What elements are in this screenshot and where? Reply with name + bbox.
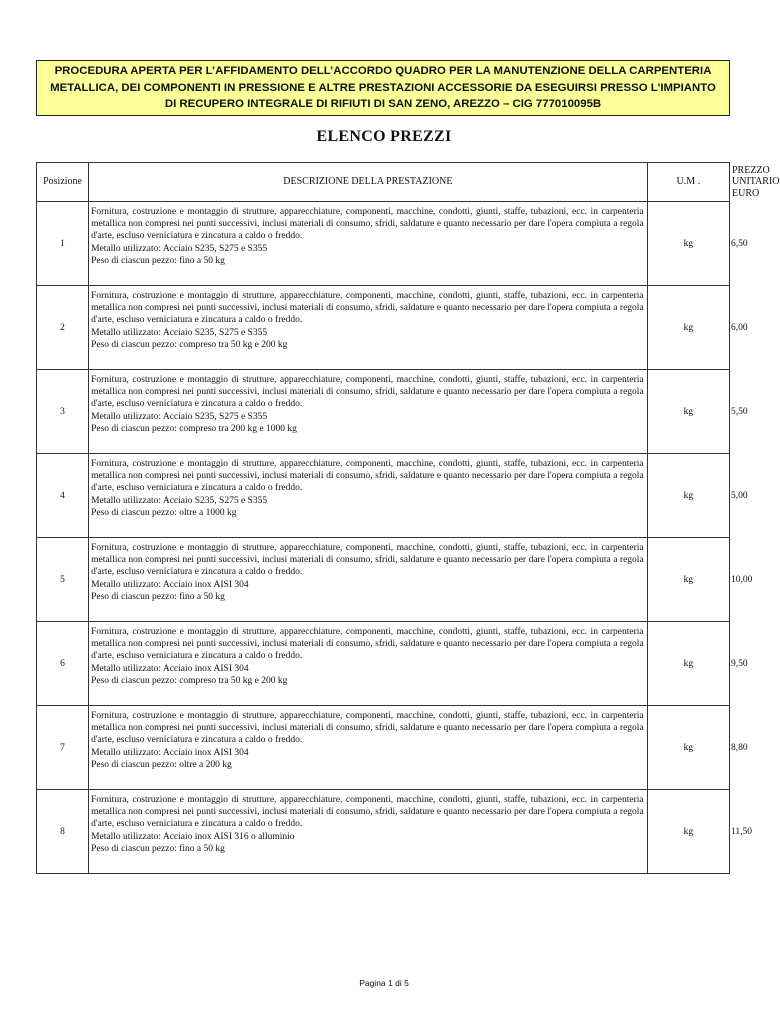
weight-spec: Peso di ciascun pezzo: compreso tra 200 kg e 1000 kg	[91, 423, 297, 434]
column-header-description: DESCRIZIONE DELLA PRESTAZIONE	[89, 163, 648, 202]
metal-spec: Metallo utilizzato: Acciaio inox AISI 316 o alluminio	[91, 831, 295, 842]
row-position: 4	[37, 454, 89, 538]
description-text: Fornitura, costruzione e montaggio di strutture, apparecchiature, componenti, macchine, condotti, giunti, staffe, tubazioni, ecc. in carpenteria metallica non compresi nei punti successivi, inclusi materiali di consumo, sfridi, saldature e quanto necessario per dare l'opera compiuta a regola d'arte, escluso verniciatura e zincatura a caldo o freddo.	[91, 627, 644, 662]
column-header-unit: U.M .	[647, 163, 729, 202]
row-description	[89, 790, 648, 874]
table-row: 6 Fornitura, costruzione e montaggio di strutture, apparecchiature, componenti, macchine, condotti, giunti, staffe, tubazioni, ecc. in carpenteria metallica non compresi nei punti successivi, inclusi materiali di consumo, sfridi, saldature e quanto necessario per dare l'opera compiuta a regola d'arte, escluso verniciatura e zincatura a caldo o freddo. Metallo utilizzato: Acciaio inox AISI 304 Peso di ciascun pezzo: compreso tra 50 kg e 200 kg kg 9,50	[37, 622, 730, 706]
row-unit: kg	[647, 622, 729, 706]
row-unit: kg	[647, 454, 729, 538]
row-unit: kg	[647, 706, 729, 790]
row-description	[89, 202, 648, 286]
description-text: Fornitura, costruzione e montaggio di strutture, apparecchiature, componenti, macchine, condotti, giunti, staffe, tubazioni, ecc. in carpenteria metallica non compresi nei punti successivi, inclusi materiali di consumo, sfridi, saldature e quanto necessario per dare l'opera compiuta a regola d'arte, escluso verniciatura e zincatura a caldo o freddo.	[91, 459, 644, 494]
weight-spec: Peso di ciascun pezzo: oltre a 1000 kg	[91, 507, 237, 518]
row-position: 5	[37, 538, 89, 622]
procedure-banner	[36, 60, 730, 116]
table-row: 4 Fornitura, costruzione e montaggio di strutture, apparecchiature, componenti, macchine, condotti, giunti, staffe, tubazioni, ecc. in carpenteria metallica non compresi nei punti successivi, inclusi materiali di consumo, sfridi, saldature e quanto necessario per dare l'opera compiuta a regola d'arte, escluso verniciatura e zincatura a caldo o freddo. Metallo utilizzato: Acciaio S235, S275 e S355 Peso di ciascun pezzo: oltre a 1000 kg kg 5,00	[37, 454, 730, 538]
procedure-banner-text: PROCEDURA APERTA PER L’AFFIDAMENTO DELL’ACCORDO QUADRO PER LA MANUTENZIONE DELLA CARPENTERIA METALLICA, DEI COMPONENTI IN PRESSIONE E ALTRE PRESTAZIONI ACCESSORIE DA ESEGUIRSI PRESSO L'IMPIANTO DI RECUPERO INTEGRALE DI RIFIUTI DI SAN ZENO, AREZZO – CIG 777010095B	[50, 65, 716, 111]
metal-spec: Metallo utilizzato: Acciaio inox AISI 304	[91, 747, 249, 758]
price-list-table	[36, 162, 780, 874]
weight-spec: Peso di ciascun pezzo: compreso tra 50 kg e 200 kg	[91, 339, 288, 350]
row-position: 6	[37, 622, 89, 706]
description-text: Fornitura, costruzione e montaggio di strutture, apparecchiature, componenti, macchine, condotti, giunti, staffe, tubazioni, ecc. in carpenteria metallica non compresi nei punti successivi, inclusi materiali di consumo, sfridi, saldature e quanto necessario per dare l'opera compiuta a regola d'arte, escluso verniciatura e zincatura a caldo o freddo.	[91, 375, 644, 410]
row-unit: kg	[647, 370, 729, 454]
row-unit: kg	[647, 538, 729, 622]
metal-spec: Metallo utilizzato: Acciaio S235, S275 e S355	[91, 243, 268, 254]
row-position: 1	[37, 202, 89, 286]
row-description	[89, 538, 648, 622]
row-description	[89, 706, 648, 790]
row-position: 7	[37, 706, 89, 790]
description-text: Fornitura, costruzione e montaggio di strutture, apparecchiature, componenti, macchine, condotti, giunti, staffe, tubazioni, ecc. in carpenteria metallica non compresi nei punti successivi, inclusi materiali di consumo, sfridi, saldature e quanto necessario per dare l'opera compiuta a regola d'arte, escluso verniciatura e zincatura a caldo o freddo.	[91, 291, 644, 326]
metal-spec: Metallo utilizzato: Acciaio inox AISI 304	[91, 663, 249, 674]
description-text: Fornitura, costruzione e montaggio di strutture, apparecchiature, componenti, macchine, condotti, giunti, staffe, tubazioni, ecc. in carpenteria metallica non compresi nei punti successivi, inclusi materiali di consumo, sfridi, saldature e quanto necessario per dare l'opera compiuta a regola d'arte, escluso verniciatura e zincatura a caldo o freddo.	[91, 711, 644, 746]
metal-spec: Metallo utilizzato: Acciaio S235, S275 e S355	[91, 411, 268, 422]
row-description	[89, 454, 648, 538]
page-number: Pagina 1 di 5	[359, 978, 409, 988]
row-description	[89, 286, 648, 370]
description-text: Fornitura, costruzione e montaggio di strutture, apparecchiature, componenti, macchine, condotti, giunti, staffe, tubazioni, ecc. in carpenteria metallica non compresi nei punti successivi, inclusi materiali di consumo, sfridi, saldature e quanto necessario per dare l'opera compiuta a regola d'arte, escluso verniciatura e zincatura a caldo o freddo.	[91, 207, 644, 242]
metal-spec: Metallo utilizzato: Acciaio S235, S275 e S355	[91, 327, 268, 338]
description-text: Fornitura, costruzione e montaggio di strutture, apparecchiature, componenti, macchine, condotti, giunti, staffe, tubazioni, ecc. in carpenteria metallica non compresi nei punti successivi, inclusi materiali di consumo, sfridi, saldature e quanto necessario per dare l'opera compiuta a regola d'arte, escluso verniciatura e zincatura a caldo o freddo.	[91, 795, 644, 830]
table-row: 3 Fornitura, costruzione e montaggio di strutture, apparecchiature, componenti, macchine, condotti, giunti, staffe, tubazioni, ecc. in carpenteria metallica non compresi nei punti successivi, inclusi materiali di consumo, sfridi, saldature e quanto necessario per dare l'opera compiuta a regola d'arte, escluso verniciatura e zincatura a caldo o freddo. Metallo utilizzato: Acciaio S235, S275 e S355 Peso di ciascun pezzo: compreso tra 200 kg e 1000 kg kg 5,50	[37, 370, 730, 454]
table-row: 5 Fornitura, costruzione e montaggio di strutture, apparecchiature, componenti, macchine, condotti, giunti, staffe, tubazioni, ecc. in carpenteria metallica non compresi nei punti successivi, inclusi materiali di consumo, sfridi, saldature e quanto necessario per dare l'opera compiuta a regola d'arte, escluso verniciatura e zincatura a caldo o freddo. Metallo utilizzato: Acciaio inox AISI 304 Peso di ciascun pezzo: fino a 50 kg kg 10,00	[37, 538, 730, 622]
description-text: Fornitura, costruzione e montaggio di strutture, apparecchiature, componenti, macchine, condotti, giunti, staffe, tubazioni, ecc. in carpenteria metallica non compresi nei punti successivi, inclusi materiali di consumo, sfridi, saldature e quanto necessario per dare l'opera compiuta a regola d'arte, escluso verniciatura e zincatura a caldo o freddo.	[91, 543, 644, 578]
weight-spec: Peso di ciascun pezzo: fino a 50 kg	[91, 591, 225, 602]
row-description	[89, 622, 648, 706]
weight-spec: Peso di ciascun pezzo: compreso tra 50 kg e 200 kg	[91, 675, 288, 686]
row-position: 3	[37, 370, 89, 454]
row-unit: kg	[647, 202, 729, 286]
table-row: 1 Fornitura, costruzione e montaggio di strutture, apparecchiature, componenti, macchine, condotti, giunti, staffe, tubazioni, ecc. in carpenteria metallica non compresi nei punti successivi, inclusi materiali di consumo, sfridi, saldature e quanto necessario per dare l'opera compiuta a regola d'arte, escluso verniciatura e zincatura a caldo o freddo. Metallo utilizzato: Acciaio S235, S275 e S355 Peso di ciascun pezzo: fino a 50 kg kg 6,50	[37, 202, 730, 286]
row-unit: kg	[647, 790, 729, 874]
row-description	[89, 370, 648, 454]
row-unit: kg	[647, 286, 729, 370]
table-row: 2 Fornitura, costruzione e montaggio di strutture, apparecchiature, componenti, macchine, condotti, giunti, staffe, tubazioni, ecc. in carpenteria metallica non compresi nei punti successivi, inclusi materiali di consumo, sfridi, saldature e quanto necessario per dare l'opera compiuta a regola d'arte, escluso verniciatura e zincatura a caldo o freddo. Metallo utilizzato: Acciaio S235, S275 e S355 Peso di ciascun pezzo: compreso tra 50 kg e 200 kg kg 6,00	[37, 286, 730, 370]
weight-spec: Peso di ciascun pezzo: fino a 50 kg	[91, 843, 225, 854]
row-position: 2	[37, 286, 89, 370]
weight-spec: Peso di ciascun pezzo: oltre a 200 kg	[91, 759, 232, 770]
metal-spec: Metallo utilizzato: Acciaio S235, S275 e S355	[91, 495, 268, 506]
metal-spec: Metallo utilizzato: Acciaio inox AISI 304	[91, 579, 249, 590]
page-title: ELENCO PREZZI	[316, 128, 452, 145]
table-header-row: Posizione DESCRIZIONE DELLA PRESTAZIONE U.M . PREZZO UNITARIO EURO	[37, 163, 730, 202]
table-row: 7 Fornitura, costruzione e montaggio di strutture, apparecchiature, componenti, macchine, condotti, giunti, staffe, tubazioni, ecc. in carpenteria metallica non compresi nei punti successivi, inclusi materiali di consumo, sfridi, saldature e quanto necessario per dare l'opera compiuta a regola d'arte, escluso verniciatura e zincatura a caldo o freddo. Metallo utilizzato: Acciaio inox AISI 304 Peso di ciascun pezzo: oltre a 200 kg kg 8,80	[37, 706, 730, 790]
weight-spec: Peso di ciascun pezzo: fino a 50 kg	[91, 255, 225, 266]
column-header-position: Posizione	[37, 163, 89, 202]
row-position: 8	[37, 790, 89, 874]
table-row: 8 Fornitura, costruzione e montaggio di strutture, apparecchiature, componenti, macchine, condotti, giunti, staffe, tubazioni, ecc. in carpenteria metallica non compresi nei punti successivi, inclusi materiali di consumo, sfridi, saldature e quanto necessario per dare l'opera compiuta a regola d'arte, escluso verniciatura e zincatura a caldo o freddo. Metallo utilizzato: Acciaio inox AISI 316 o alluminio Peso di ciascun pezzo: fino a 50 kg kg 11,50	[37, 790, 730, 874]
